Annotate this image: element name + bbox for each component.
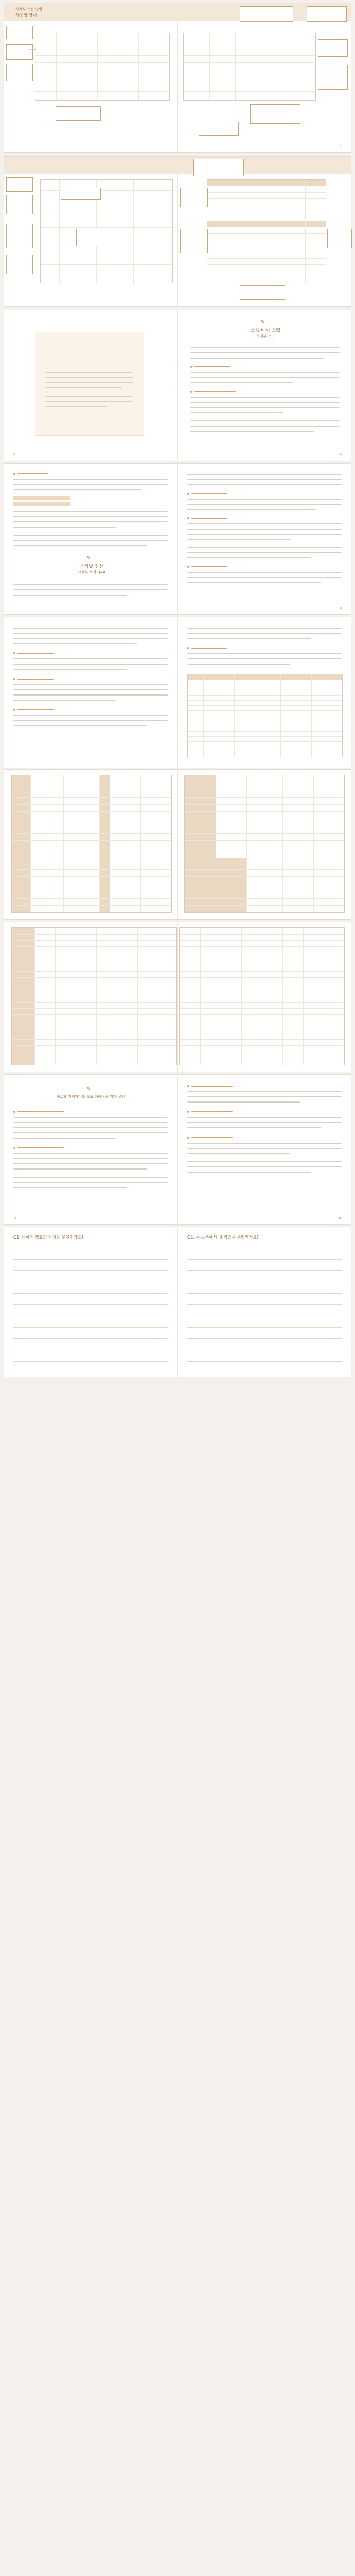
- callout-note: [240, 285, 285, 300]
- callout-note: [199, 122, 239, 136]
- callout-note: [6, 64, 33, 81]
- chapter-subtitle: 가계부 쓰기 Q&A: [77, 570, 106, 574]
- page-right: [178, 922, 351, 1072]
- spread-expense-grid: [4, 922, 351, 1072]
- page-right: [178, 770, 351, 919]
- question-heading: Q2. 돈 공부에서 내 역할은 무엇인가요?: [187, 1235, 259, 1240]
- callout-note: [180, 229, 208, 253]
- callout-note: [6, 195, 33, 214]
- page-left: [4, 157, 177, 306]
- spread-usage-guide-1: [4, 3, 351, 152]
- callout-note: [76, 229, 111, 246]
- page-left: [4, 922, 177, 1072]
- weekly-ledger: [207, 179, 326, 283]
- spread-practice: [4, 1075, 351, 1224]
- page-number: 15: [13, 1217, 17, 1220]
- page-number: 5: [13, 453, 15, 456]
- section-label: 가계부 쓰는 방법: [15, 7, 42, 11]
- callout-note: [6, 255, 33, 274]
- callout-note: [318, 65, 348, 90]
- spread-text-and-ledger: [4, 617, 351, 768]
- spread-step-by-step: [4, 310, 351, 461]
- callout-note: [6, 44, 33, 60]
- budget-table: [11, 775, 172, 913]
- callout-note: [240, 6, 293, 22]
- expense-grid: [11, 927, 177, 1065]
- page-left: [4, 3, 177, 152]
- page-right: [178, 3, 351, 152]
- pen-icon: ✎: [260, 319, 265, 325]
- page-left: [4, 770, 177, 919]
- page-left: [4, 617, 177, 768]
- callout-note: [6, 26, 33, 39]
- page-left: [4, 310, 177, 461]
- section-title: 사용법 안내: [15, 13, 37, 18]
- page-right: [178, 1227, 351, 1377]
- chapter-title: 스텝 바이 스텝: [251, 328, 280, 333]
- question-heading: Q1. 나에게 필요한 가치는 무엇인가요?: [13, 1235, 84, 1240]
- callout-note: [327, 229, 352, 248]
- spread-budget-tables: [4, 770, 351, 919]
- spread-qa: [4, 464, 351, 614]
- page-left: [4, 1075, 177, 1224]
- sample-table: [35, 33, 170, 101]
- page-right: [178, 157, 351, 306]
- page-right: [178, 310, 351, 461]
- callout-note: [6, 177, 33, 192]
- page-number: 2: [340, 145, 342, 148]
- page-number: 1: [13, 145, 15, 148]
- page-right: [178, 1075, 351, 1224]
- page-number: 7: [13, 607, 15, 610]
- callout-note: [250, 104, 300, 124]
- callout-note: [56, 106, 101, 121]
- callout-note: [193, 159, 244, 176]
- sample-table: [183, 33, 316, 101]
- page-right: [178, 464, 351, 614]
- decorative-frame: [35, 332, 144, 436]
- chapter-subtitle: 가계부 쓰기: [256, 334, 275, 338]
- spread-usage-guide-2: [4, 157, 351, 306]
- header-band: [4, 3, 177, 21]
- page-number: 6: [340, 453, 342, 456]
- page-number: 16: [338, 1217, 342, 1220]
- page-number: 8: [340, 607, 342, 610]
- expense-grid: [179, 927, 345, 1065]
- summary-table: [187, 674, 343, 757]
- budget-table: [184, 775, 345, 913]
- callout-note: [61, 188, 101, 200]
- pen-icon: ✎: [86, 1086, 91, 1092]
- page-right: [178, 617, 351, 768]
- callout-note: [6, 224, 33, 248]
- callout-note: [180, 188, 208, 207]
- page-left: [4, 464, 177, 614]
- pen-icon: ✎: [86, 555, 91, 561]
- chapter-title: 목적별 정산: [79, 564, 104, 569]
- page-left: [4, 1227, 177, 1377]
- chapter-title: 제로웨 지적자이도 목표 해야정을 위한 실천: [56, 1095, 125, 1099]
- spread-questions: [4, 1227, 351, 1377]
- callout-note: [307, 6, 347, 22]
- callout-note: [318, 39, 348, 57]
